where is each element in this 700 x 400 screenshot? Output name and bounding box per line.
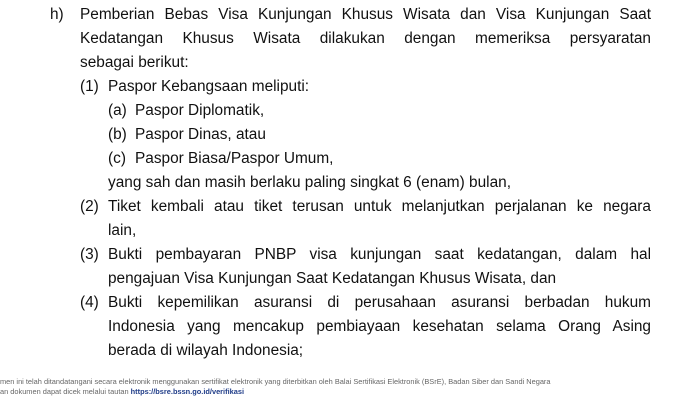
sub1-closing: yang sah dan masih berlaku paling singkat 6 (enam) bulan, (108, 174, 511, 191)
sub1-option-a-text: Paspor Diplomatik, (135, 102, 265, 119)
sub2-line-1: Tiket kembali atau tiket terusan untuk melanjutkan perjalanan ke negara (108, 198, 651, 215)
sub1-option-c-text: Paspor Biasa/Paspor Umum, (135, 150, 334, 167)
sub4-line-1: Bukti kepemilikan asuransi di perusahaan asuransi berbadan hukum (108, 294, 651, 311)
sub1-option-b-marker: (b) (108, 126, 127, 143)
sub1-option-c-marker: (c) (108, 150, 126, 167)
sub3-line-2: pengajuan Visa Kunjungan Saat Kedatangan Khusus Wisata, dan (108, 270, 557, 287)
signature-notice: men ini telah ditandatangani secara elektronik menggunakan sertifikat elektronik yang diterbitkan oleh Balai Sertifikasi Elektronik (BSrE), Badan Siber dan Sandi Negara (0, 377, 551, 386)
verification-notice (0, 387, 244, 397)
sub1-marker: (1) (80, 78, 99, 95)
sub4-line-2: Indonesia yang mencakup pembiayaan kesehatan selama Orang Asing (108, 318, 651, 335)
sub4-line-3: berada di wilayah Indonesia; (108, 342, 304, 359)
verification-prefix: an dokumen dapat dicek melalui tautan (0, 387, 131, 396)
sub3-line-1: Bukti pembayaran PNBP visa kunjungan saat kedatangan, dalam hal (108, 246, 651, 263)
sub2-line-2: lain, (108, 222, 137, 239)
item-h-line-1: Pemberian Bebas Visa Kunjungan Khusus Wisata dan Visa Kunjungan Saat (80, 6, 651, 23)
sub1-option-b-text: Paspor Dinas, atau (135, 126, 266, 143)
sub4-marker: (4) (80, 294, 99, 311)
verification-link[interactable]: https://bsre.bssn.go.id/verifikasi (130, 387, 245, 396)
item-h-line-3: sebagai berikut: (80, 54, 189, 71)
sub1-text: Paspor Kebangsaan meliputi: (108, 78, 310, 95)
sub1-option-a-marker: (a) (108, 102, 127, 119)
item-h-line-2: Kedatangan Khusus Wisata dilakukan dengan memeriksa persyaratan (80, 30, 651, 47)
sub2-marker: (2) (80, 198, 99, 215)
item-h-marker: h) (50, 6, 64, 23)
sub3-marker: (3) (80, 246, 99, 263)
